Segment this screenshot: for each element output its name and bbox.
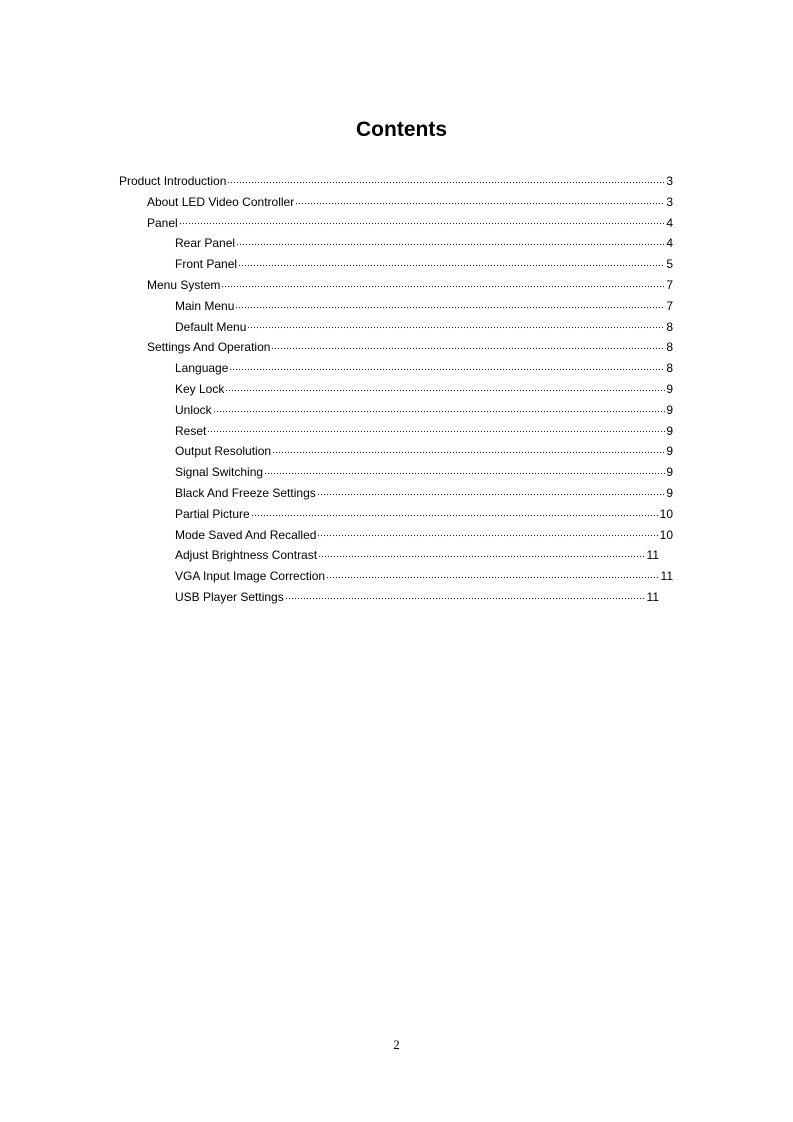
page-number: 2 bbox=[393, 1037, 400, 1052]
toc-entry-title: Language bbox=[175, 361, 229, 376]
toc-entry-title: Main Menu bbox=[175, 298, 235, 313]
toc-entry[interactable] bbox=[119, 317, 673, 338]
dot-leader bbox=[295, 202, 665, 205]
dot-leader bbox=[236, 243, 665, 246]
dot-leader bbox=[247, 326, 665, 329]
toc-entry[interactable] bbox=[119, 400, 673, 421]
toc-entry-page: 4 bbox=[666, 236, 673, 251]
toc-entry-title: Black And Freeze Settings bbox=[175, 485, 316, 500]
toc-entry-page: 11 bbox=[660, 569, 673, 584]
toc-entry-title: Product Introduction bbox=[119, 174, 227, 188]
dot-leader bbox=[326, 576, 659, 579]
toc-entry[interactable] bbox=[119, 379, 673, 400]
toc-entry-page: 11 bbox=[646, 589, 659, 604]
toc-entry-page: 4 bbox=[666, 215, 673, 230]
toc-entry[interactable] bbox=[119, 525, 673, 546]
toc-entry[interactable] bbox=[119, 587, 673, 608]
toc-entry-title: Adjust Brightness Contrast bbox=[175, 548, 318, 563]
dot-leader bbox=[225, 389, 665, 392]
dot-leader bbox=[264, 472, 665, 475]
toc-entry[interactable] bbox=[119, 462, 673, 483]
page-title: Contents bbox=[356, 118, 447, 141]
toc-entry[interactable] bbox=[119, 504, 673, 525]
toc-entry-title: Signal Switching bbox=[175, 465, 264, 480]
toc-entry-title: Default Menu bbox=[175, 319, 247, 334]
toc-entry[interactable] bbox=[119, 171, 673, 192]
toc-entry-page: 3 bbox=[666, 174, 673, 188]
toc-entry[interactable] bbox=[119, 213, 673, 234]
toc-entry-title: Menu System bbox=[147, 277, 221, 292]
toc-entry[interactable] bbox=[119, 545, 673, 566]
toc-entry-page: 7 bbox=[666, 298, 673, 313]
toc-entry-title: Key Lock bbox=[175, 381, 225, 396]
table-of-contents bbox=[119, 171, 673, 608]
toc-entry-title: VGA Input Image Correction bbox=[175, 569, 326, 584]
toc-entry[interactable] bbox=[119, 337, 673, 358]
dot-leader bbox=[221, 285, 665, 288]
toc-entry-page: 8 bbox=[666, 340, 673, 355]
dot-leader bbox=[272, 451, 665, 454]
toc-entry-title: Rear Panel bbox=[175, 236, 236, 251]
toc-entry-title: Panel bbox=[147, 215, 178, 230]
dot-leader bbox=[251, 514, 659, 517]
toc-entry-page: 3 bbox=[666, 194, 673, 209]
toc-entry[interactable] bbox=[119, 483, 673, 504]
toc-entry-page: 9 bbox=[666, 485, 673, 500]
toc-entry[interactable] bbox=[119, 358, 673, 379]
dot-leader bbox=[271, 347, 665, 350]
toc-entry-page: 9 bbox=[666, 381, 673, 396]
toc-entry-title: Reset bbox=[175, 423, 207, 438]
toc-entry[interactable] bbox=[119, 441, 673, 462]
toc-entry-page: 9 bbox=[666, 402, 673, 417]
dot-leader bbox=[207, 430, 665, 433]
toc-entry-title: Settings And Operation bbox=[147, 340, 271, 355]
dot-leader bbox=[285, 597, 646, 600]
toc-entry-page: 8 bbox=[666, 361, 673, 376]
toc-entry-title: About LED Video Controller bbox=[147, 194, 295, 209]
dot-leader bbox=[317, 534, 658, 537]
toc-entry[interactable] bbox=[119, 296, 673, 317]
toc-entry-page: 8 bbox=[666, 319, 673, 334]
dot-leader bbox=[235, 306, 665, 309]
dot-leader bbox=[227, 181, 665, 184]
toc-entry[interactable] bbox=[119, 233, 673, 254]
dot-leader bbox=[317, 493, 666, 496]
toc-entry-title: Mode Saved And Recalled bbox=[175, 527, 317, 542]
toc-entry-page: 11 bbox=[646, 548, 659, 563]
toc-entry-page: 9 bbox=[666, 465, 673, 480]
toc-entry[interactable] bbox=[119, 275, 673, 296]
toc-entry-page: 7 bbox=[666, 277, 673, 292]
toc-entry-page: 5 bbox=[666, 257, 673, 272]
toc-entry[interactable] bbox=[119, 566, 673, 587]
toc-entry-title: Partial Picture bbox=[175, 506, 250, 521]
dot-leader bbox=[213, 410, 666, 413]
toc-entry-title: USB Player Settings bbox=[175, 589, 284, 604]
toc-entry[interactable] bbox=[119, 254, 673, 275]
toc-entry-page: 10 bbox=[659, 527, 673, 542]
toc-entry-page: 10 bbox=[659, 506, 673, 521]
toc-entry-title: Output Resolution bbox=[175, 444, 272, 459]
toc-entry-page: 9 bbox=[666, 423, 673, 438]
dot-leader bbox=[318, 555, 645, 558]
toc-entry[interactable] bbox=[119, 421, 673, 442]
toc-entry-title: Front Panel bbox=[175, 257, 238, 272]
dot-leader bbox=[179, 222, 666, 225]
toc-entry-page: 9 bbox=[666, 444, 673, 459]
dot-leader bbox=[229, 368, 665, 371]
toc-entry-title: Unlock bbox=[175, 402, 212, 417]
toc-entry[interactable] bbox=[119, 192, 673, 213]
dot-leader bbox=[238, 264, 665, 267]
